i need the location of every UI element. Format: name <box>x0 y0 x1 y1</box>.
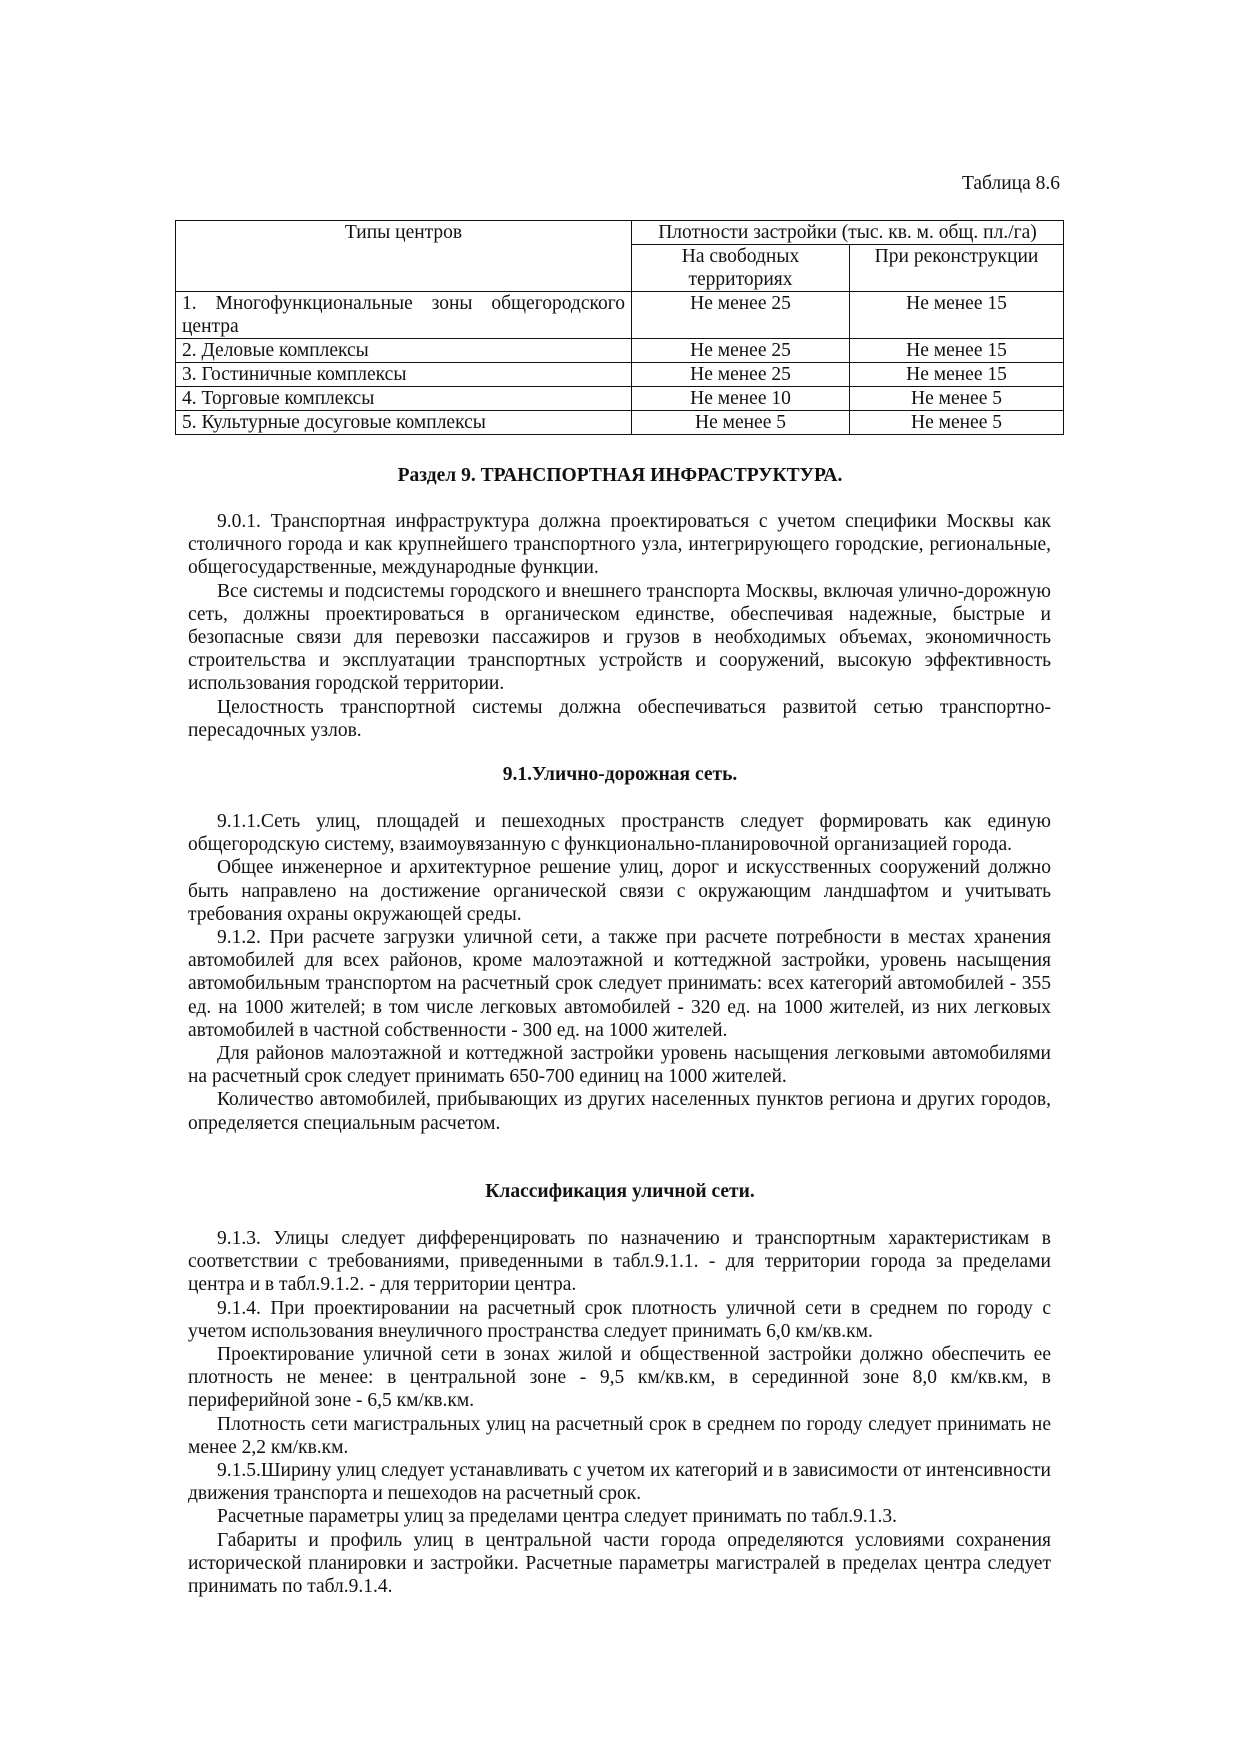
paragraph: Плотность сети магистральных улиц на расчетный срок в среднем по городу следует принимать не менее 2,2 км/кв.км. <box>188 1413 1051 1458</box>
paragraph: Проектирование уличной сети в зонах жилой и общественной застройки должно обеспечить ее плотность не менее: в центральной зоне - 9,5 км/кв.км, в серединной зоне 8,0 км/кв.км, в периферийной зоне - 6,5 км/кв.км. <box>188 1344 1051 1412</box>
section-9-body <box>188 510 1051 742</box>
paragraph: Расчетные параметры улиц за пределами центра следует принимать по табл.9.1.3. <box>217 1506 897 1528</box>
paragraph: Для районов малоэтажной и коттеджной застройки уровень насыщения легковыми автомобилями на расчетный срок следует принимать 650-700 единиц на 1000 жителей. <box>188 1043 1051 1088</box>
paragraph: Количество автомобилей, прибывающих из других населенных пунктов региона и других городов, определяется специальным расчетом. <box>188 1089 1051 1134</box>
row-recon: Не менее 5 <box>850 411 1064 435</box>
classification-body <box>188 1227 1051 1598</box>
row-free: Не менее 25 <box>632 363 850 387</box>
table-row <box>176 292 1064 339</box>
paragraph: 9.0.1. Транспортная инфраструктура должна проектироваться с учетом специфики Москвы как столичного города и как крупнейшего транспортного узла, интегрирующего городские, региональные, общегосударственные, международные функции. <box>188 511 1051 579</box>
table-header-row <box>176 221 1064 245</box>
table-row <box>176 387 1064 411</box>
paragraph: Общее инженерное и архитектурное решение улиц, дорог и искусственных сооружений должно быть направлено на достижение органической связи с окружающим ландшафтом и учитывать требования охраны окружающей среды. <box>188 857 1051 925</box>
header-reconstruction: При реконструкции <box>850 245 1064 292</box>
table-row <box>176 339 1064 363</box>
row-free: Не менее 10 <box>632 387 850 411</box>
row-recon: Не менее 5 <box>850 387 1064 411</box>
table-row <box>176 363 1064 387</box>
classification-title: Классификация уличной сети. <box>485 1181 755 1202</box>
header-free-territories: На свободных территориях <box>632 245 850 292</box>
section-9-1-body <box>188 810 1051 1135</box>
row-free: Не менее 25 <box>632 292 850 339</box>
paragraph: 9.1.5.Ширину улиц следует устанавливать с учетом их категорий и в зависимости от интенсивности движения транспорта и пешеходов на расчетный срок. <box>188 1460 1051 1505</box>
row-recon: Не менее 15 <box>850 292 1064 339</box>
row-type: 5. Культурные досуговые комплексы <box>176 411 632 435</box>
density-table <box>175 220 1064 435</box>
header-density-group: Плотности застройки (тыс. кв. м. общ. пл./га) <box>632 221 1064 245</box>
paragraph: 9.1.1.Сеть улиц, площадей и пешеходных пространств следует формировать как единую общегородскую систему, взаимоувязанную с функционально-планировочной организацией города. <box>188 811 1051 856</box>
row-free: Не менее 25 <box>632 339 850 363</box>
paragraph: Целостность транспортной системы должна обеспечиваться развитой сетью транспортно-пересадочных узлов. <box>188 696 1051 741</box>
paragraph: Габариты и профиль улиц в центральной части города определяются условиями сохранения исторической планировки и застройки. Расчетные параметры магистралей в пределах центра следует принимать по табл.9.1.4. <box>188 1529 1051 1598</box>
row-free: Не менее 5 <box>632 411 850 435</box>
table-row <box>176 411 1064 435</box>
header-center-types: Типы центров <box>176 221 632 292</box>
row-type: 1. Многофункциональные зоны общегородского центра <box>176 292 632 339</box>
paragraph: Все системы и подсистемы городского и внешнего транспорта Москвы, включая улично-дорожную сеть, должны проектироваться в органическом единстве, обеспечивая надежные, быстрые и безопасные связи для перевозки пассажиров и грузов в необходимых объемах, экономичность строительства и эксплуатации транспортных устройств и сооружений, высокую эффективность использования городской территории. <box>188 580 1051 695</box>
paragraph: 9.1.4. При проектировании на расчетный срок плотность уличной сети в среднем по городу с учетом использования внеуличного пространства следует принимать 6,0 км/кв.км. <box>188 1297 1051 1342</box>
paragraph: 9.1.3. Улицы следует дифференцировать по назначению и транспортным характеристикам в соответствии с требованиями, приведенными в табл.9.1.1. - для территории города за пределами центра и в табл.9.1.2. - для территории центра. <box>188 1228 1051 1296</box>
row-type: 3. Гостиничные комплексы <box>176 363 632 387</box>
row-recon: Не менее 15 <box>850 363 1064 387</box>
table-caption: Таблица 8.6 <box>961 173 1060 194</box>
row-recon: Не менее 15 <box>850 339 1064 363</box>
row-type: 4. Торговые комплексы <box>176 387 632 411</box>
row-type: 2. Деловые комплексы <box>176 339 632 363</box>
section-9-1-title: 9.1.Улично-дорожная сеть. <box>502 764 738 785</box>
section-9-title: Раздел 9. ТРАНСПОРТНАЯ ИНФРАСТРУКТУРА. <box>397 465 843 486</box>
paragraph: 9.1.2. При расчете загрузки уличной сети, а также при расчете потребности в местах хранения автомобилей для всех районов, кроме малоэтажной и коттеджной застройки, уровень насыщения автомобильным транспортом на расчетный срок следует принимать: всех категорий автомобилей - 355 ед. на 1000 жителей; в том числе легковых автомобилей - 320 ед. на 1000 жителей, из них легковых автомобилей в частной собственности - 300 ед. на 1000 жителей. <box>188 927 1051 1041</box>
